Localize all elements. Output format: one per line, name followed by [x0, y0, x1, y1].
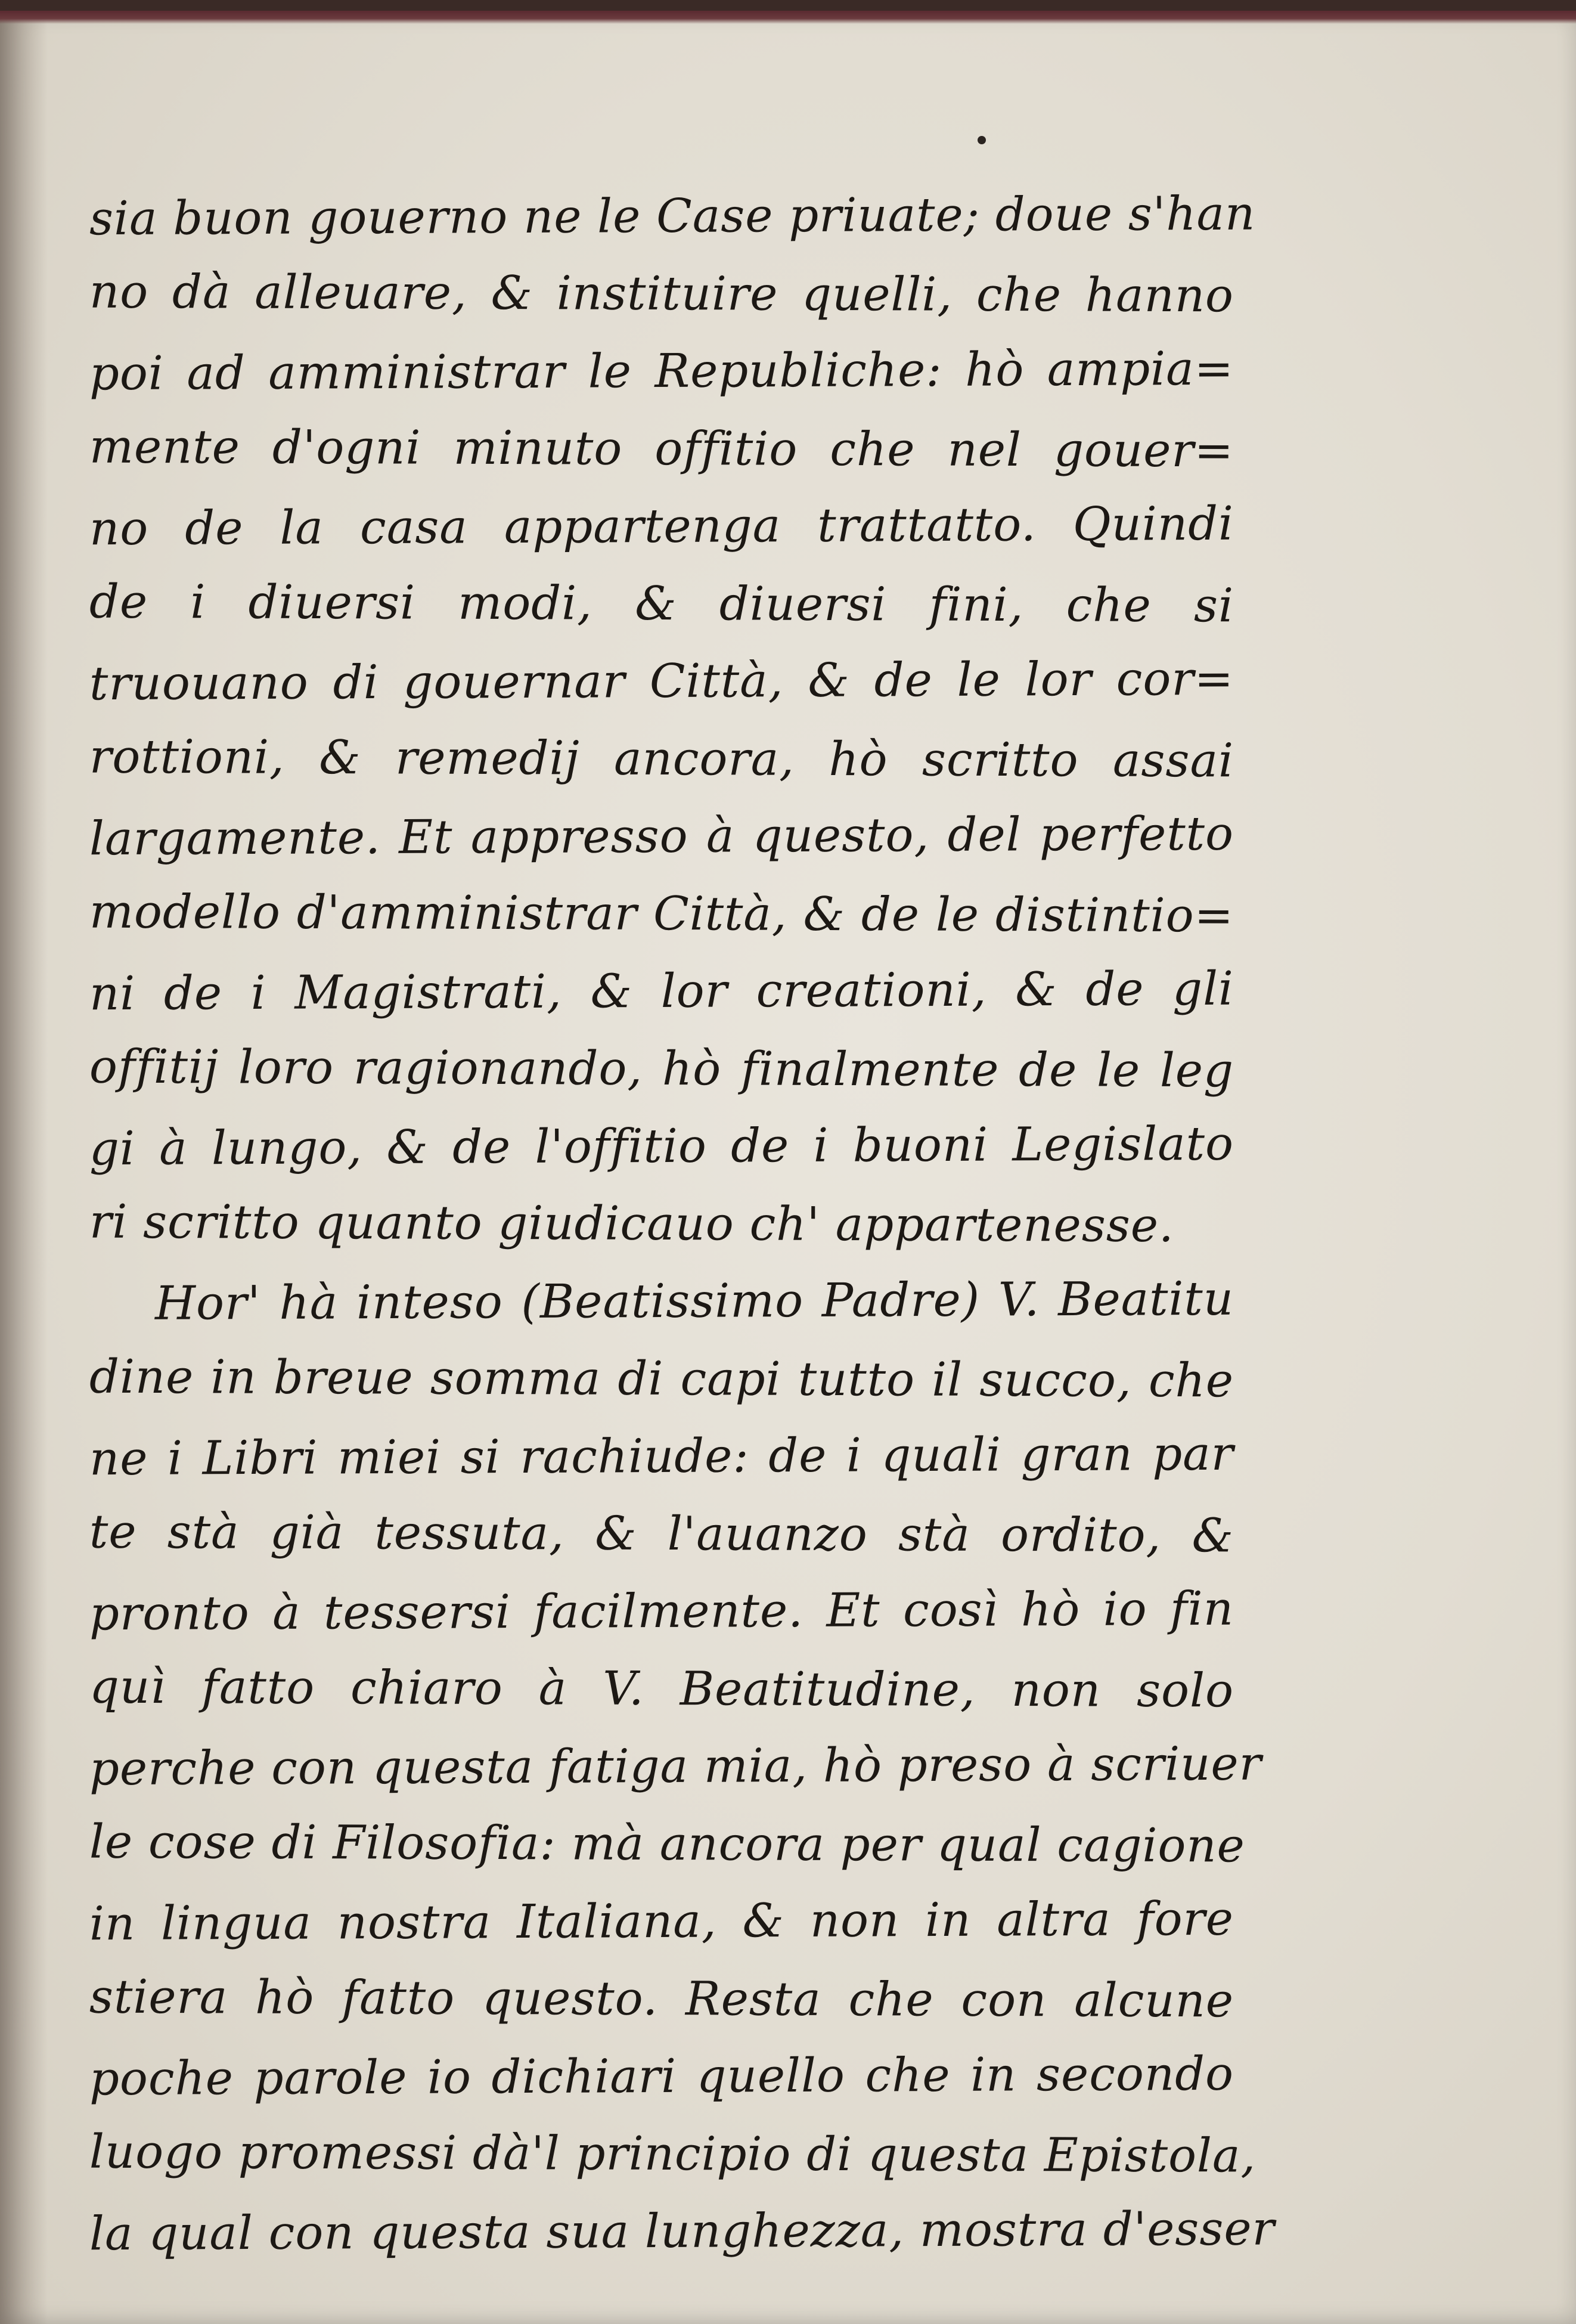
text-line: le cose di Filosofia: mà ancora per qual cagione: [89, 1815, 1245, 1873]
ink-dot: [978, 136, 986, 144]
text-line: de i diuersi modi, & diuersi fini, che si: [89, 575, 1234, 633]
text-line: poche parole io dichiari quello che in secondo: [89, 2047, 1234, 2106]
text-line: pronto à tessersi facilmente. Et così hò io fin: [89, 1582, 1234, 1641]
text-line: mente d'ogni minuto offitio che nel gouer=: [89, 420, 1234, 478]
body-text: [89, 178, 1276, 2270]
text-line: no de la casa appartenga trattatto. Quindi: [89, 497, 1234, 556]
text-line: truouano di gouernar Città, & de le lor cor=: [89, 652, 1234, 711]
text-line: ri scritto quanto giudicauo ch' appartenesse.: [89, 1195, 1174, 1253]
text-line: ne i Libri miei si rachiude: de i quali gran par: [89, 1427, 1234, 1486]
spine-shadow: [0, 11, 48, 2324]
text-line: largamente. Et appresso à questo, del perfetto: [89, 807, 1234, 866]
page-top-edge: [0, 11, 1576, 24]
text-line: offitij loro ragionando, hò finalmente de le leg: [89, 1040, 1234, 1098]
text-line: no dà alleuare, & instituire quelli, che hanno: [89, 265, 1234, 323]
text-line: poi ad amministrar le Republiche: hò ampia=: [89, 342, 1234, 401]
text-line: sia buon gouerno ne le Case priuate; doue s'han: [89, 187, 1256, 246]
text-line: in lingua nostra Italiana, & non in altra fore: [89, 1892, 1234, 1951]
text-line: dine in breue somma di capi tutto il succo, che: [89, 1350, 1234, 1408]
text-line: ni de i Magistrati, & lor creationi, & de gli: [89, 962, 1234, 1021]
text-line: la qual con questa sua lunghezza, mostra d'esser: [89, 2202, 1276, 2261]
text-line: luogo promessi dà'l principio di questa Epistola,: [89, 2125, 1257, 2183]
text-line: quì fatto chiaro à V. Beatitudine, non solo: [89, 1660, 1234, 1718]
text-line: stiera hò fatto questo. Resta che con alcune: [89, 1970, 1234, 2028]
text-line: perche con questa fatiga mia, hò preso à scriuer: [89, 1737, 1262, 1796]
text-line: modello d'amministrar Città, & de le distintio=: [89, 885, 1234, 943]
text-line: gi à lungo, & de l'offitio de i buoni Legislato: [89, 1117, 1234, 1176]
book-page: [0, 11, 1576, 2324]
text-line: rottioni, & remedij ancora, hò scritto assai: [89, 730, 1234, 788]
paragraph-start-line: Hor' hà inteso (Beatissimo Padre) V. Beatitu: [154, 1272, 1234, 1331]
text-line: te stà già tessuta, & l'auanzo stà ordito, &: [89, 1505, 1234, 1563]
